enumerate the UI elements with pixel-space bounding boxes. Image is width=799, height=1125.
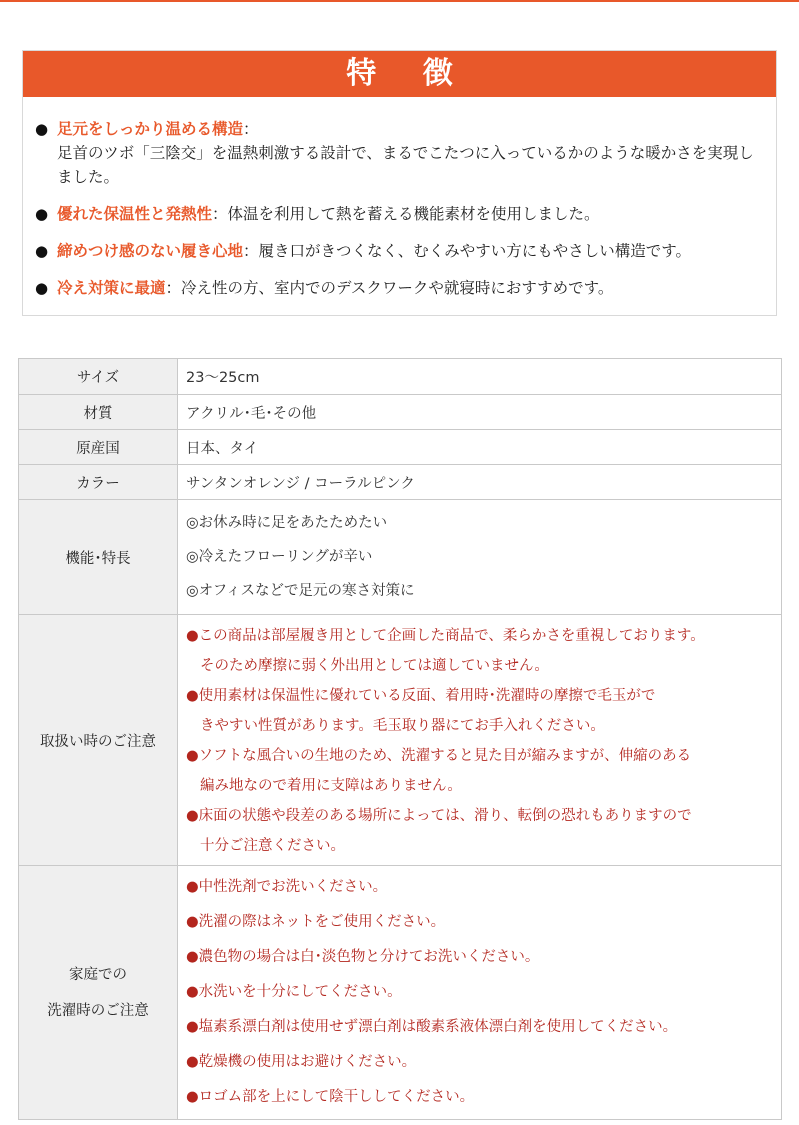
washing-note: ●乾燥機の使用はお避けください。 (186, 1054, 417, 1070)
feature-item (35, 276, 776, 300)
washing-note: ●塩素系漂白剤は使用せず漂白剤は酸素系液体漂白剤を使用してください。 (186, 1019, 678, 1035)
washing-note: ●ロゴム部を上にして陰干ししてください。 (186, 1089, 475, 1105)
table-row (19, 615, 782, 866)
bullet-icon: ● (35, 242, 49, 260)
feature-line: ◎オフィスなどで足元の寒さ対策に (186, 583, 415, 599)
row-value: 23～25cm (178, 359, 782, 395)
row-label: カラー (19, 465, 178, 500)
feature-title: 足元をしっかり温める構造 (57, 120, 244, 138)
caution-note (186, 741, 775, 801)
caution-line: きやすい性質があります。毛玉取り器にてお手入れください。 (200, 718, 605, 734)
bullet-icon: ● (35, 205, 49, 223)
feature-description: 履き口がきつくなく、むくみやすい方にもやさしい構造です。 (258, 242, 691, 260)
row-label: サイズ (19, 359, 178, 395)
caution-line: ●使用素材は保温性に優れている反面、着用時･洗濯時の摩擦で毛玉がで (186, 688, 656, 704)
label-line: 洗濯時のご注意 (47, 1002, 149, 1019)
spec-table (18, 358, 782, 1120)
row-value (178, 615, 782, 866)
table-row (19, 465, 782, 500)
row-label: 原産国 (19, 430, 178, 465)
feature-title: 締めつけ感のない履き心地 (57, 242, 244, 260)
features-box (22, 50, 777, 316)
table-row (19, 500, 782, 615)
caution-line: ●ソフトな風合いの生地のため、洗濯すると見た目が縮みますが、伸縮のある (186, 748, 692, 764)
caution-note (186, 801, 775, 861)
table-row (19, 395, 782, 430)
washing-note: ●中性洗剤でお洗いください。 (186, 879, 388, 895)
washing-note: ●水洗いを十分にしてください。 (186, 984, 402, 1000)
features-title: 特 徴 (23, 51, 776, 97)
feature-title: 冷え対策に最適 (57, 279, 166, 297)
caution-line: ●この商品は部屋履き用として企画した商品で、柔らかさを重視しております。 (186, 628, 705, 644)
feature-description: 冷え性の方、室内でのデスクワークや就寝時におすすめです。 (181, 279, 614, 297)
row-value (178, 866, 782, 1120)
washing-note: ●洗濯の際はネットをご使用ください。 (186, 914, 446, 930)
feature-description: 体温を利用して熱を蓄える機能素材を使用しました。 (227, 205, 600, 223)
caution-line: 編み地なので着用に支障はありません。 (200, 778, 462, 794)
feature-item (35, 202, 776, 226)
bullet-icon: ● (35, 279, 49, 297)
caution-note (186, 621, 775, 681)
feature-separator: ： (165, 279, 182, 297)
bullet-icon: ● (35, 120, 49, 138)
table-row (19, 359, 782, 395)
feature-description: 足首のツボ「三陰交」を温熱刺激する設計で、まるでこたつに入っているかのような暖かさを実現しました。 (57, 144, 754, 186)
top-accent-line (0, 0, 799, 2)
label-line: 家庭での (69, 966, 127, 983)
row-value: アクリル･毛･その他 (178, 395, 782, 430)
caution-line: そのため摩擦に弱く外出用としては適していません。 (200, 658, 549, 674)
caution-note (186, 681, 775, 741)
feature-item (35, 117, 776, 189)
caution-line: ●床面の状態や段差のある場所によっては、滑り、転倒の恐れもありますので (186, 808, 692, 824)
row-label (19, 866, 178, 1120)
row-label: 機能･特長 (19, 500, 178, 615)
row-value: 日本、タイ (178, 430, 782, 465)
row-label: 取扱い時のご注意 (19, 615, 178, 866)
feature-line: ◎お休み時に足をあたためたい (186, 515, 388, 531)
table-row (19, 430, 782, 465)
feature-title: 優れた保温性と発熱性 (57, 205, 213, 223)
row-value: サンタンオレンジ / コーラルピンク (178, 465, 782, 500)
feature-line: ◎冷えたフローリングが辛い (186, 549, 373, 565)
washing-note: ●濃色物の場合は白･淡色物と分けてお洗いください。 (186, 949, 540, 965)
feature-item (35, 239, 776, 263)
features-list (23, 97, 776, 300)
caution-line: 十分ご注意ください。 (200, 838, 345, 854)
row-label: 材質 (19, 395, 178, 430)
feature-separator: ： (243, 120, 259, 138)
row-value (178, 500, 782, 615)
feature-separator: ： (243, 242, 259, 260)
table-row (19, 866, 782, 1120)
feature-separator: ： (212, 205, 228, 223)
